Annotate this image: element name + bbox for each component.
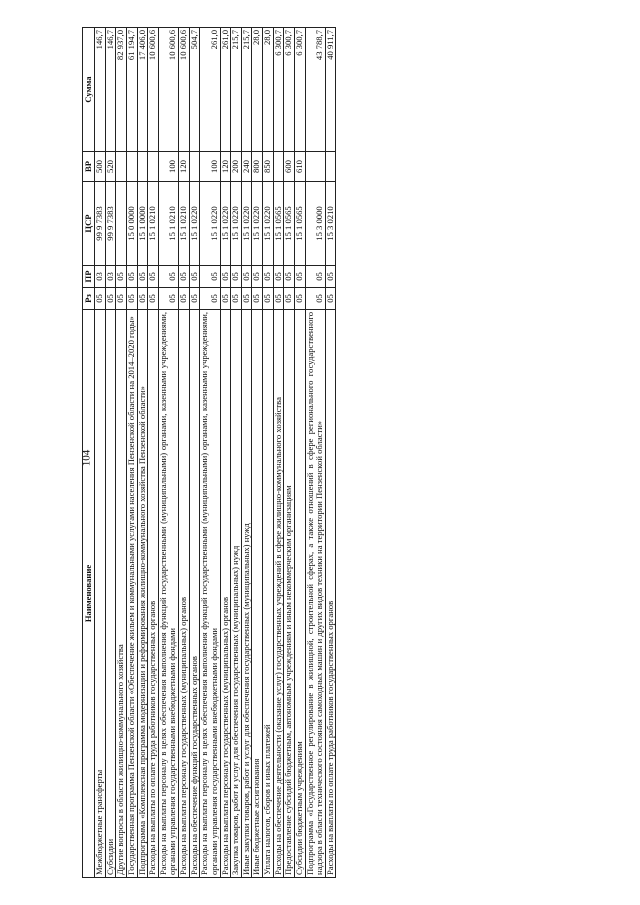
row-csr: 15 1 0210 — [148, 182, 159, 266]
row-rz: 05 — [126, 288, 137, 310]
row-sum: 40 911,7 — [325, 28, 336, 152]
row-vr: 850 — [263, 152, 274, 182]
row-csr: 15 3 0000 — [305, 182, 325, 266]
header-pr: ПР — [83, 266, 95, 288]
row-sum: 10 600,6 — [158, 28, 178, 152]
header-name: Наименование — [83, 310, 95, 878]
row-csr: 15 1 0565 — [273, 182, 284, 266]
row-vr — [116, 152, 127, 182]
table-row — [95, 28, 106, 878]
row-rz: 05 — [273, 288, 284, 310]
row-vr: 610 — [294, 152, 305, 182]
row-pr: 05 — [325, 266, 336, 288]
row-vr — [273, 152, 284, 182]
table-row — [231, 28, 242, 878]
row-name: Субсидии — [105, 310, 116, 878]
row-sum: 261,0 — [200, 28, 220, 152]
row-sum: 146,7 — [95, 28, 106, 152]
row-rz: 05 — [137, 288, 148, 310]
row-csr: 15 1 0220 — [252, 182, 263, 266]
row-rz: 05 — [148, 288, 159, 310]
row-rz: 05 — [116, 288, 127, 310]
table-row — [273, 28, 284, 878]
row-sum: 82 937,0 — [116, 28, 127, 152]
row-name: Расходы на выплаты персоналу государственных (муниципальных) органов — [179, 310, 190, 878]
row-name: Расходы на выплаты по оплате труда работников государственных органов — [148, 310, 159, 878]
row-pr: 05 — [116, 266, 127, 288]
header-rz: Рз — [83, 288, 95, 310]
row-csr: 15 1 0565 — [284, 182, 295, 266]
row-pr: 05 — [263, 266, 274, 288]
row-name: Иные бюджетные ассигнования — [252, 310, 263, 878]
row-csr: 15 1 0000 — [137, 182, 148, 266]
row-rz: 05 — [263, 288, 274, 310]
row-sum: 43 788,7 — [305, 28, 325, 152]
row-name: Расходы на выплаты персоналу в целях обеспечения выполнения функций государственными (муниципальными) органами, казенными учреждениями, органами управления государственными внебюджетными фондами — [200, 310, 220, 878]
row-rz: 05 — [294, 288, 305, 310]
header-vr: ВР — [83, 152, 95, 182]
row-vr — [305, 152, 325, 182]
row-sum: 28,0 — [252, 28, 263, 152]
row-rz: 05 — [325, 288, 336, 310]
table-header-row — [83, 28, 95, 878]
row-pr: 05 — [189, 266, 200, 288]
row-pr: 05 — [137, 266, 148, 288]
row-sum: 146,7 — [105, 28, 116, 152]
row-rz: 05 — [95, 288, 106, 310]
header-csr: ЦСР — [83, 182, 95, 266]
row-csr: 15 1 0220 — [200, 182, 220, 266]
table-row — [158, 28, 178, 878]
row-vr: 600 — [284, 152, 295, 182]
table-row — [241, 28, 252, 878]
row-name: Уплата налогов, сборов и иных платежей — [263, 310, 274, 878]
row-pr: 05 — [220, 266, 231, 288]
row-pr: 05 — [284, 266, 295, 288]
row-name: Расходы на обеспечение деятельности (оказание услуг) государственных учреждений в сфере жилищно-коммунального хозяйства — [273, 310, 284, 878]
row-pr: 05 — [273, 266, 284, 288]
row-name: Субсидии бюджетным учреждениям — [294, 310, 305, 878]
row-vr: 100 — [200, 152, 220, 182]
row-rz: 05 — [241, 288, 252, 310]
row-sum: 6 300,7 — [294, 28, 305, 152]
row-name: Подпрограмма «Комплексная программа модернизации и реформирования жилищно-коммунального хозяйства Пензенской области» — [137, 310, 148, 878]
row-pr: 05 — [252, 266, 263, 288]
row-pr: 05 — [294, 266, 305, 288]
table-row — [105, 28, 116, 878]
row-pr: 05 — [179, 266, 190, 288]
row-rz: 05 — [252, 288, 263, 310]
row-csr: 15 1 0210 — [158, 182, 178, 266]
row-rz: 05 — [231, 288, 242, 310]
row-csr: 99 9 7383 — [105, 182, 116, 266]
row-pr: 05 — [231, 266, 242, 288]
page-number: 104 — [80, 449, 93, 467]
row-name: Другие вопросы в области жилищно-коммунального хозяйства — [116, 310, 127, 878]
table-row — [148, 28, 159, 878]
row-pr: 05 — [305, 266, 325, 288]
row-rz: 05 — [158, 288, 178, 310]
row-vr — [137, 152, 148, 182]
row-vr: 200 — [231, 152, 242, 182]
row-rz: 05 — [189, 288, 200, 310]
table-row — [252, 28, 263, 878]
row-vr: 520 — [105, 152, 116, 182]
row-vr — [126, 152, 137, 182]
row-pr: 05 — [158, 266, 178, 288]
row-vr: 500 — [95, 152, 106, 182]
table-row — [137, 28, 148, 878]
row-sum: 17 406,0 — [137, 28, 148, 152]
row-csr: 15 1 0220 — [189, 182, 200, 266]
rotated-table-container — [82, 28, 580, 878]
row-name: Государственная программа Пензенской области «Обеспечение жильем и коммунальными услугами населения Пензенской области на 2014–2020 годы» — [126, 310, 137, 878]
row-sum: 215,7 — [231, 28, 242, 152]
header-sum: Сумма — [83, 28, 95, 152]
row-name: Расходы на выплаты персоналу государственных (муниципальных) органов — [220, 310, 231, 878]
row-csr: 15 3 0210 — [325, 182, 336, 266]
row-vr — [325, 152, 336, 182]
row-sum: 261,0 — [220, 28, 231, 152]
row-vr: 240 — [241, 152, 252, 182]
row-csr: 15 1 0220 — [263, 182, 274, 266]
row-sum: 28,0 — [263, 28, 274, 152]
row-csr: 99 9 7383 — [95, 182, 106, 266]
row-sum: 10 600,6 — [179, 28, 190, 152]
row-vr — [189, 152, 200, 182]
row-vr: 100 — [158, 152, 178, 182]
row-name: Предоставление субсидий бюджетным, автономным учреждениям и иным некоммерческим организациям — [284, 310, 295, 878]
row-pr: 05 — [200, 266, 220, 288]
row-csr: 15 1 0220 — [231, 182, 242, 266]
row-csr: 15 1 0220 — [241, 182, 252, 266]
row-name: Межбюджетные трансферты — [95, 310, 106, 878]
row-pr: 03 — [105, 266, 116, 288]
row-pr: 03 — [95, 266, 106, 288]
row-rz: 05 — [200, 288, 220, 310]
table-row — [116, 28, 127, 878]
row-pr: 05 — [148, 266, 159, 288]
budget-table — [82, 27, 336, 878]
row-rz: 05 — [220, 288, 231, 310]
table-row — [263, 28, 274, 878]
row-csr — [116, 182, 127, 266]
row-rz: 05 — [305, 288, 325, 310]
row-name: Закупка товаров, работ и услуг для обеспечения государственных (муниципальных) нужд — [231, 310, 242, 878]
table-row — [189, 28, 200, 878]
row-name: Подпрограмма «Государственное регулирование в жилищной, строительной сферах, а также отношений в сфере регионального государственного надзора в области технического состояния самоходных машин и других видов техники на территории Пензенской области» — [305, 310, 325, 878]
row-csr: 15 1 0210 — [179, 182, 190, 266]
row-rz: 05 — [105, 288, 116, 310]
table-row — [305, 28, 325, 878]
row-sum: 6 300,7 — [284, 28, 295, 152]
row-csr: 15 1 0220 — [220, 182, 231, 266]
row-vr: 800 — [252, 152, 263, 182]
table-body — [95, 28, 336, 878]
row-pr: 05 — [241, 266, 252, 288]
row-rz: 05 — [179, 288, 190, 310]
row-name: Расходы на выплаты по оплате труда работников государственных органов — [325, 310, 336, 878]
table-row — [284, 28, 295, 878]
row-pr: 05 — [126, 266, 137, 288]
row-name: Иные закупки товаров, работ и услуг для обеспечения государственных (муниципальных) нужд — [241, 310, 252, 878]
row-csr: 15 1 0565 — [294, 182, 305, 266]
row-vr: 120 — [220, 152, 231, 182]
table-row — [325, 28, 336, 878]
row-vr — [148, 152, 159, 182]
row-sum: 61 194,7 — [126, 28, 137, 152]
table-row — [179, 28, 190, 878]
row-sum: 215,7 — [241, 28, 252, 152]
row-rz: 05 — [284, 288, 295, 310]
table-row — [294, 28, 305, 878]
row-name: Расходы на обеспечение функций государственных органов — [189, 310, 200, 878]
row-sum: 6 300,7 — [273, 28, 284, 152]
table-row — [126, 28, 137, 878]
row-vr: 120 — [179, 152, 190, 182]
table-row — [200, 28, 220, 878]
row-sum: 504,7 — [189, 28, 200, 152]
row-name: Расходы на выплаты персоналу в целях обеспечения выполнения функций государственными (муниципальными) органами, казенными учреждениями, органами управления государственными внебюджетными фондами — [158, 310, 178, 878]
row-sum: 10 600,6 — [148, 28, 159, 152]
row-csr: 15 0 0000 — [126, 182, 137, 266]
table-row — [220, 28, 231, 878]
